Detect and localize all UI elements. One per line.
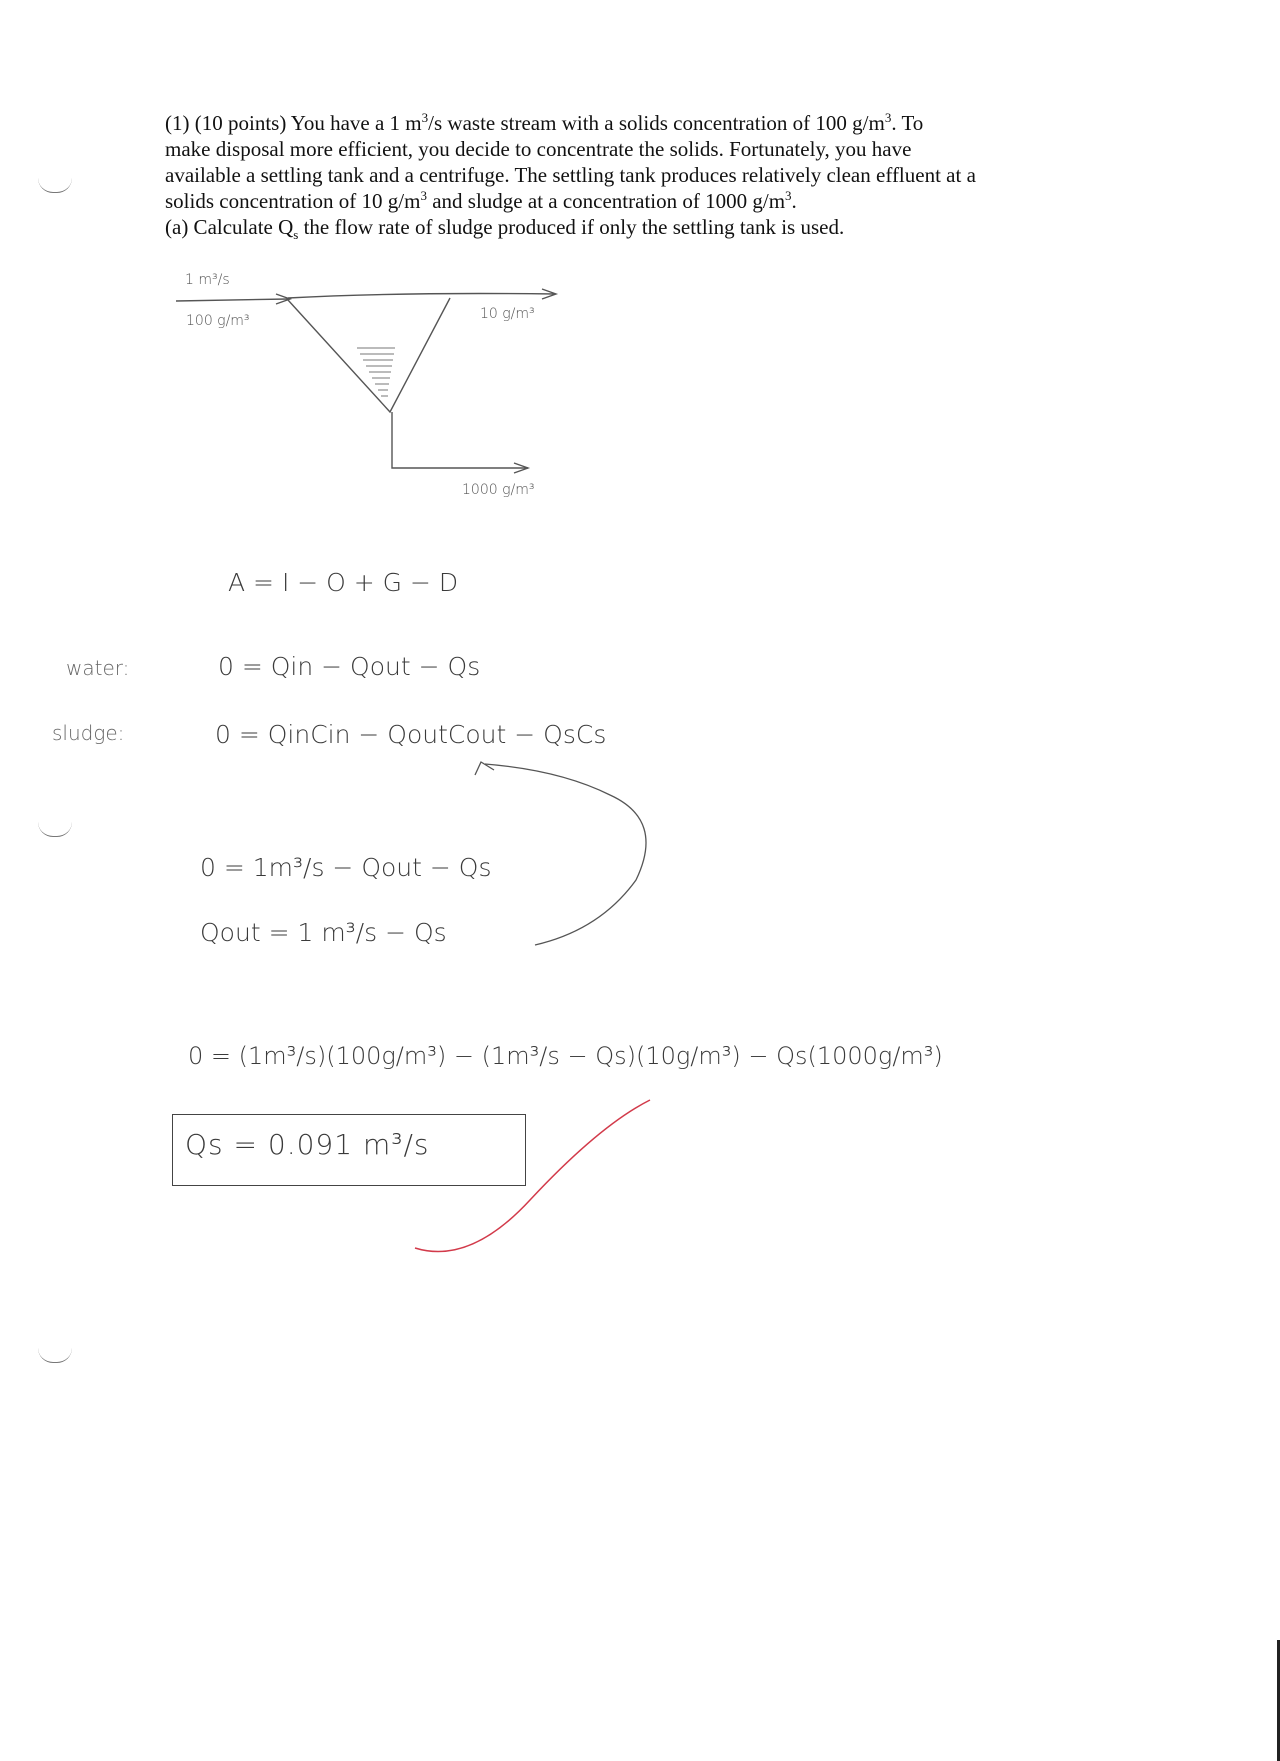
inflow-rate-label: 1 m³/s [185, 272, 230, 288]
effluent-arrow-line [288, 294, 555, 299]
water-label: water: [66, 656, 130, 680]
final-answer: Qs = 0.091 m³/s [185, 1128, 430, 1161]
problem-line: solids concentration of 10 $g/m^3$ and sludge at a concentration of 1000 $g/m^3$. [165, 188, 797, 213]
sludge-outflow-line [392, 412, 528, 468]
inflow-arrow-line [176, 299, 288, 301]
full-substituted-equation: 0 = (1m³/s)(100g/m³) − (1m³/s − Qs)(10g/m³) − Qs(1000g/m³) [188, 1042, 943, 1070]
problem-line: make disposal more efficient, you decide to concentrate the solids. Fortunately, you have [165, 137, 912, 161]
problem-line: (1) (10 points) You have a 1 $m^3/s$ waste stream with a solids concentration of 100 $g/m^3$. To [165, 110, 924, 135]
sludge-label: sludge: [52, 721, 125, 745]
water-balance-equation: 0 = Qin − Qout − Qs [218, 652, 481, 681]
problem-line: (a) Calculate $Q_s$ the flow rate of sludge produced if only the settling tank is used. [165, 215, 845, 243]
substituted-equation: 0 = 1m³/s − Qout − Qs [200, 853, 492, 882]
inflow-conc-label: 100 g/m³ [186, 313, 250, 329]
tank-outline [288, 298, 450, 412]
qout-expression: Qout = 1 m³/s − Qs [200, 918, 447, 947]
mass-balance-equation: A = I − O + G − D [228, 568, 459, 597]
curved-arrow [485, 764, 646, 945]
problem-line: available a settling tank and a centrifuge. The settling tank produces relatively clean effluent at a [165, 163, 976, 187]
sludge-conc-label: 1000 g/m³ [462, 482, 535, 498]
tank-sludge-hatching [357, 348, 395, 396]
effluent-conc-label: 10 g/m³ [480, 306, 535, 322]
substitution-arrow [475, 762, 646, 945]
sludge-balance-equation: 0 = QinCin − QoutCout − QsCs [215, 720, 607, 749]
